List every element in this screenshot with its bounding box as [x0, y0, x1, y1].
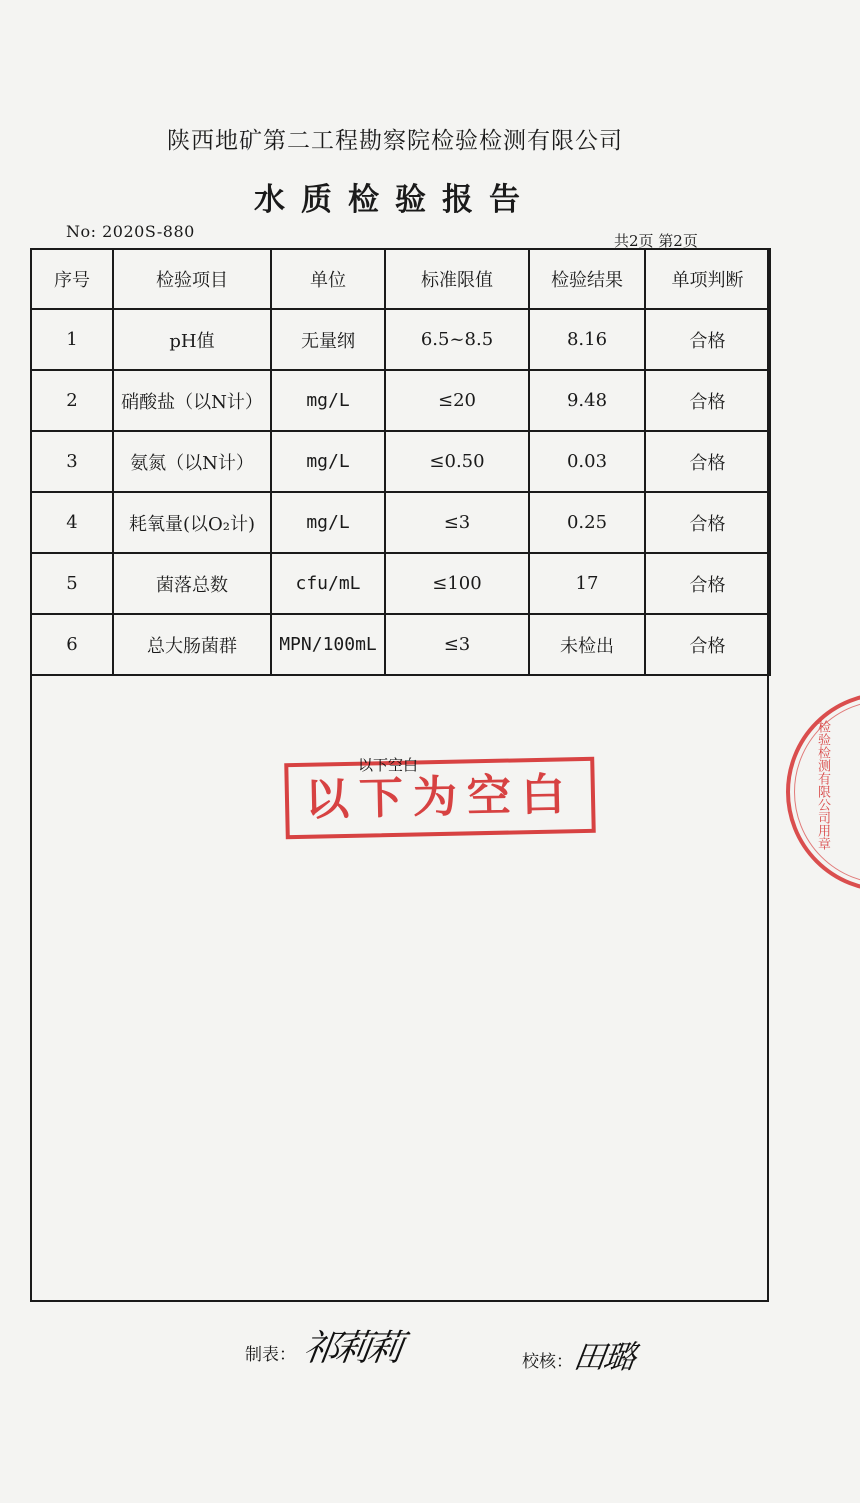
row-number: 5 — [31, 553, 113, 614]
standard-limit: ≤3 — [385, 614, 529, 675]
standard-limit: ≤3 — [385, 492, 529, 553]
column-header: 单位 — [271, 249, 385, 309]
test-result: 8.16 — [529, 309, 645, 370]
standard-limit: ≤20 — [385, 370, 529, 431]
blank-below-note: 以下空白 — [358, 756, 419, 774]
row-number: 6 — [31, 614, 113, 675]
checked-by-signature: 田璐 — [571, 1338, 637, 1376]
unit: cfu/mL — [271, 553, 385, 614]
test-item: 氨氮（以N计） — [113, 431, 271, 492]
standard-limit: ≤0.50 — [385, 431, 529, 492]
report-number: No: 2020S-880 — [66, 222, 195, 241]
blank-below-stamp: 以下为空白 — [284, 757, 596, 839]
judgment: 合格 — [645, 492, 770, 553]
table-header-row — [31, 249, 770, 309]
judgment: 合格 — [645, 370, 770, 431]
judgment: 合格 — [645, 431, 770, 492]
test-result: 未检出 — [529, 614, 645, 675]
test-item: 菌落总数 — [113, 553, 271, 614]
report-title: 水质检验报告 — [254, 182, 536, 218]
standard-limit: 6.5~8.5 — [385, 309, 529, 370]
results-table — [30, 248, 771, 676]
standard-limit: ≤100 — [385, 553, 529, 614]
test-result: 17 — [529, 553, 645, 614]
page-info: 共2页 第2页 — [614, 232, 698, 250]
checked-by-label: 校核： — [522, 1352, 573, 1372]
table-row — [31, 309, 770, 370]
prepared-by-signature: 祁莉莉 — [300, 1328, 403, 1369]
column-header: 单项判断 — [645, 249, 770, 309]
table-row — [31, 553, 770, 614]
column-header: 检验项目 — [113, 249, 271, 309]
table-row — [31, 370, 770, 431]
judgment: 合格 — [645, 614, 770, 675]
unit: mg/L — [271, 370, 385, 431]
table-row — [31, 431, 770, 492]
column-header: 检验结果 — [529, 249, 645, 309]
company-name: 陕西地矿第二工程勘察院检验检测有限公司 — [167, 128, 623, 154]
row-number: 2 — [31, 370, 113, 431]
row-number: 3 — [31, 431, 113, 492]
company-seal-text: 检验检测有限公司用章 — [815, 720, 830, 850]
test-result: 9.48 — [529, 370, 645, 431]
unit: mg/L — [271, 492, 385, 553]
table-row — [31, 492, 770, 553]
test-item: 总大肠菌群 — [113, 614, 271, 675]
column-header: 序号 — [31, 249, 113, 309]
judgment: 合格 — [645, 553, 770, 614]
test-result: 0.25 — [529, 492, 645, 553]
column-header: 标准限值 — [385, 249, 529, 309]
judgment: 合格 — [645, 309, 770, 370]
row-number: 1 — [31, 309, 113, 370]
prepared-by-label: 制表： — [245, 1345, 296, 1365]
test-item: 硝酸盐（以N计） — [113, 370, 271, 431]
row-number: 4 — [31, 492, 113, 553]
table-row — [31, 614, 770, 675]
unit: MPN/100mL — [271, 614, 385, 675]
test-item: pH值 — [113, 309, 271, 370]
unit: mg/L — [271, 431, 385, 492]
test-result: 0.03 — [529, 431, 645, 492]
unit: 无量纲 — [271, 309, 385, 370]
test-item: 耗氧量(以O₂计) — [113, 492, 271, 553]
